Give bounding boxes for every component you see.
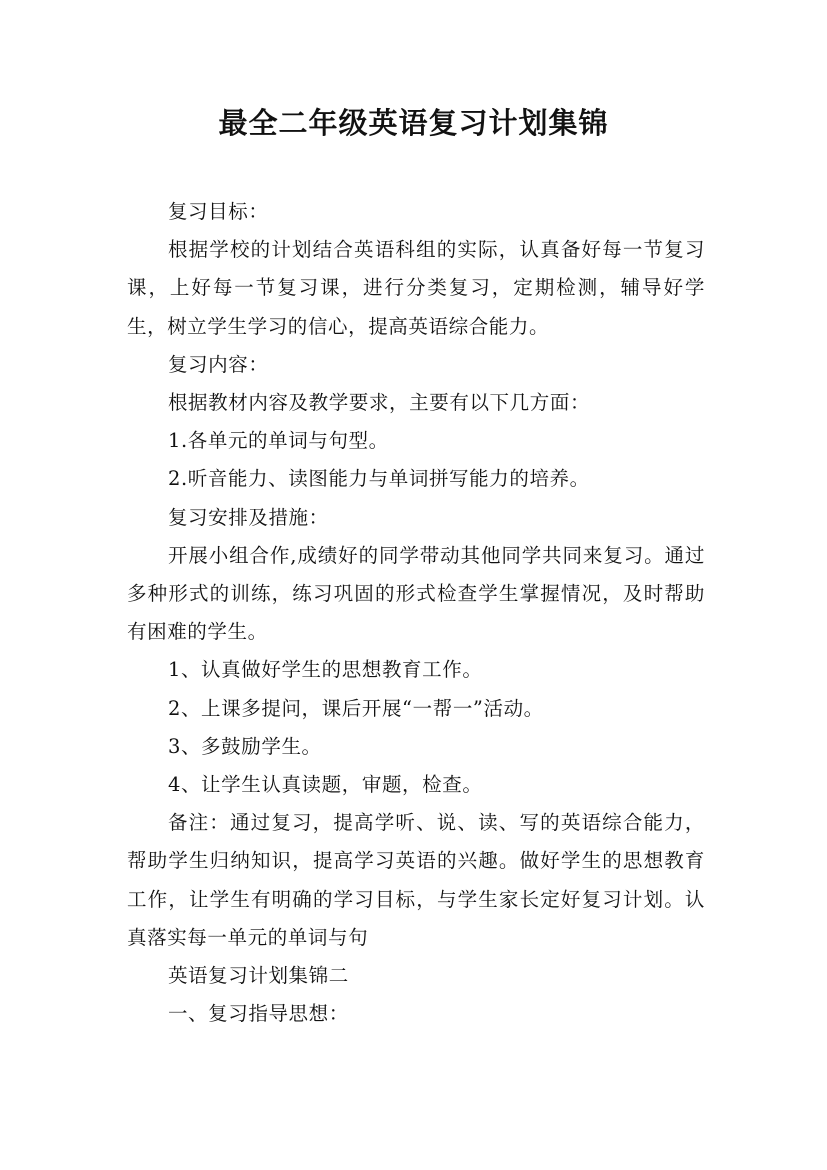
paragraph-measures: 开展小组合作,成绩好的同学带动其他同学共同来复习。通过多种形式的训练，练习巩固的形式检查学生掌握情况，及时帮助有困难的学生。 — [127, 543, 705, 644]
section-heading-guiding-thought: 一、复习指导思想： — [167, 1002, 349, 1026]
list-item-measure-4: 4、让学生认真读题，审题，检查。 — [167, 773, 483, 797]
paragraph-notes: 备注：通过复习，提高学听、说、读、写的英语综合能力，帮助学生归纳知识，提高学习英语的兴趣。做好学生的思想教育工作，让学生有明确的学习目标，与学生家长定好复习计划。认真落实每一单元的单词与句 — [127, 811, 705, 949]
document-title: 最全二年级英语复习计划集锦 — [218, 106, 609, 140]
document-body — [127, 193, 705, 1033]
list-item-content-2: 2.听音能力、读图能力与单词拼写能力的培养。 — [167, 467, 590, 491]
paragraph-goals: 根据学校的计划结合英语科组的实际，认真备好每一节复习课，上好每一节复习课，进行分类复习，定期检测，辅导好学生，树立学生学习的信心，提高英语综合能力。 — [127, 238, 705, 338]
list-item-content-1: 1.各单元的单词与句型。 — [167, 429, 389, 453]
section-heading-content: 复习内容： — [167, 352, 269, 376]
section-heading-goals: 复习目标： — [167, 200, 269, 223]
list-item-measure-2: 2、上课多提问，课后开展“一帮一”活动。 — [167, 696, 544, 720]
section-heading-collection-two: 英语复习计划集锦二 — [167, 964, 349, 988]
list-item-measure-3: 3、多鼓励学生。 — [167, 734, 322, 758]
list-item-measure-1: 1、认真做好学生的思想教育工作。 — [167, 658, 483, 682]
paragraph-content-intro: 根据教材内容及教学要求，主要有以下几方面： — [167, 391, 591, 415]
section-heading-measures: 复习安排及措施： — [167, 505, 329, 529]
